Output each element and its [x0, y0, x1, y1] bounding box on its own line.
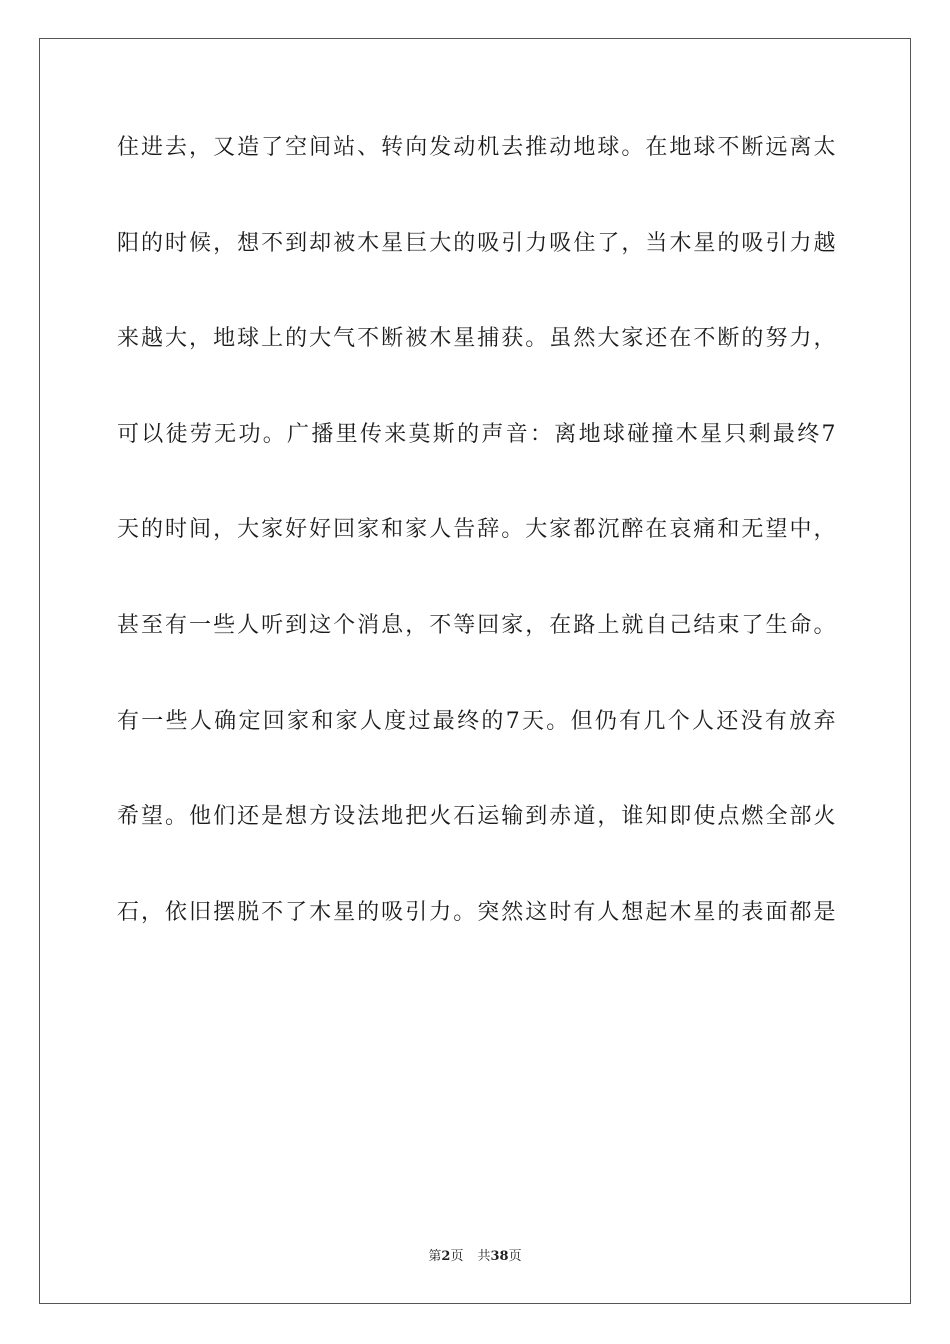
- text-line: 阳的时候，想不到却被木星巨大的吸引力吸住了，当木星的吸引力越: [117, 230, 837, 256]
- text-line: 甚至有一些人听到这个消息，不等回家，在路上就自己结束了生命。: [117, 612, 837, 638]
- text-line: 天的时间，大家好好回家和家人告辞。大家都沉醉在哀痛和无望中，: [117, 517, 837, 543]
- text-line: 希望。他们还是想方设法地把火石运输到赤道，谁知即使点燃全部火: [117, 804, 837, 830]
- document-body: [117, 128, 837, 988]
- text-line: 来越大，地球上的大气不断被木星捕获。虽然大家还在不断的努力，: [117, 326, 837, 352]
- total-prefix: 共: [477, 1249, 491, 1264]
- total-suffix: 页: [508, 1249, 522, 1264]
- text-line: 石，依旧摆脱不了木星的吸引力。突然这时有人想起木星的表面都是: [117, 899, 837, 925]
- page-number: 2: [441, 1249, 451, 1264]
- page-suffix: 页: [450, 1249, 464, 1264]
- text-line: 住进去，又造了空间站、转向发动机去推动地球。在地球不断远离太: [117, 135, 837, 160]
- total-pages: 38: [490, 1249, 509, 1264]
- text-line: 可以徒劳无功。广播里传来莫斯的声音：离地球碰撞木星只剩最终7: [117, 421, 837, 447]
- page-footer: [0, 1248, 950, 1266]
- page-prefix: 第: [428, 1249, 442, 1264]
- text-line: 有一些人确定回家和家人度过最终的7天。但仍有几个人还没有放弃: [117, 708, 837, 734]
